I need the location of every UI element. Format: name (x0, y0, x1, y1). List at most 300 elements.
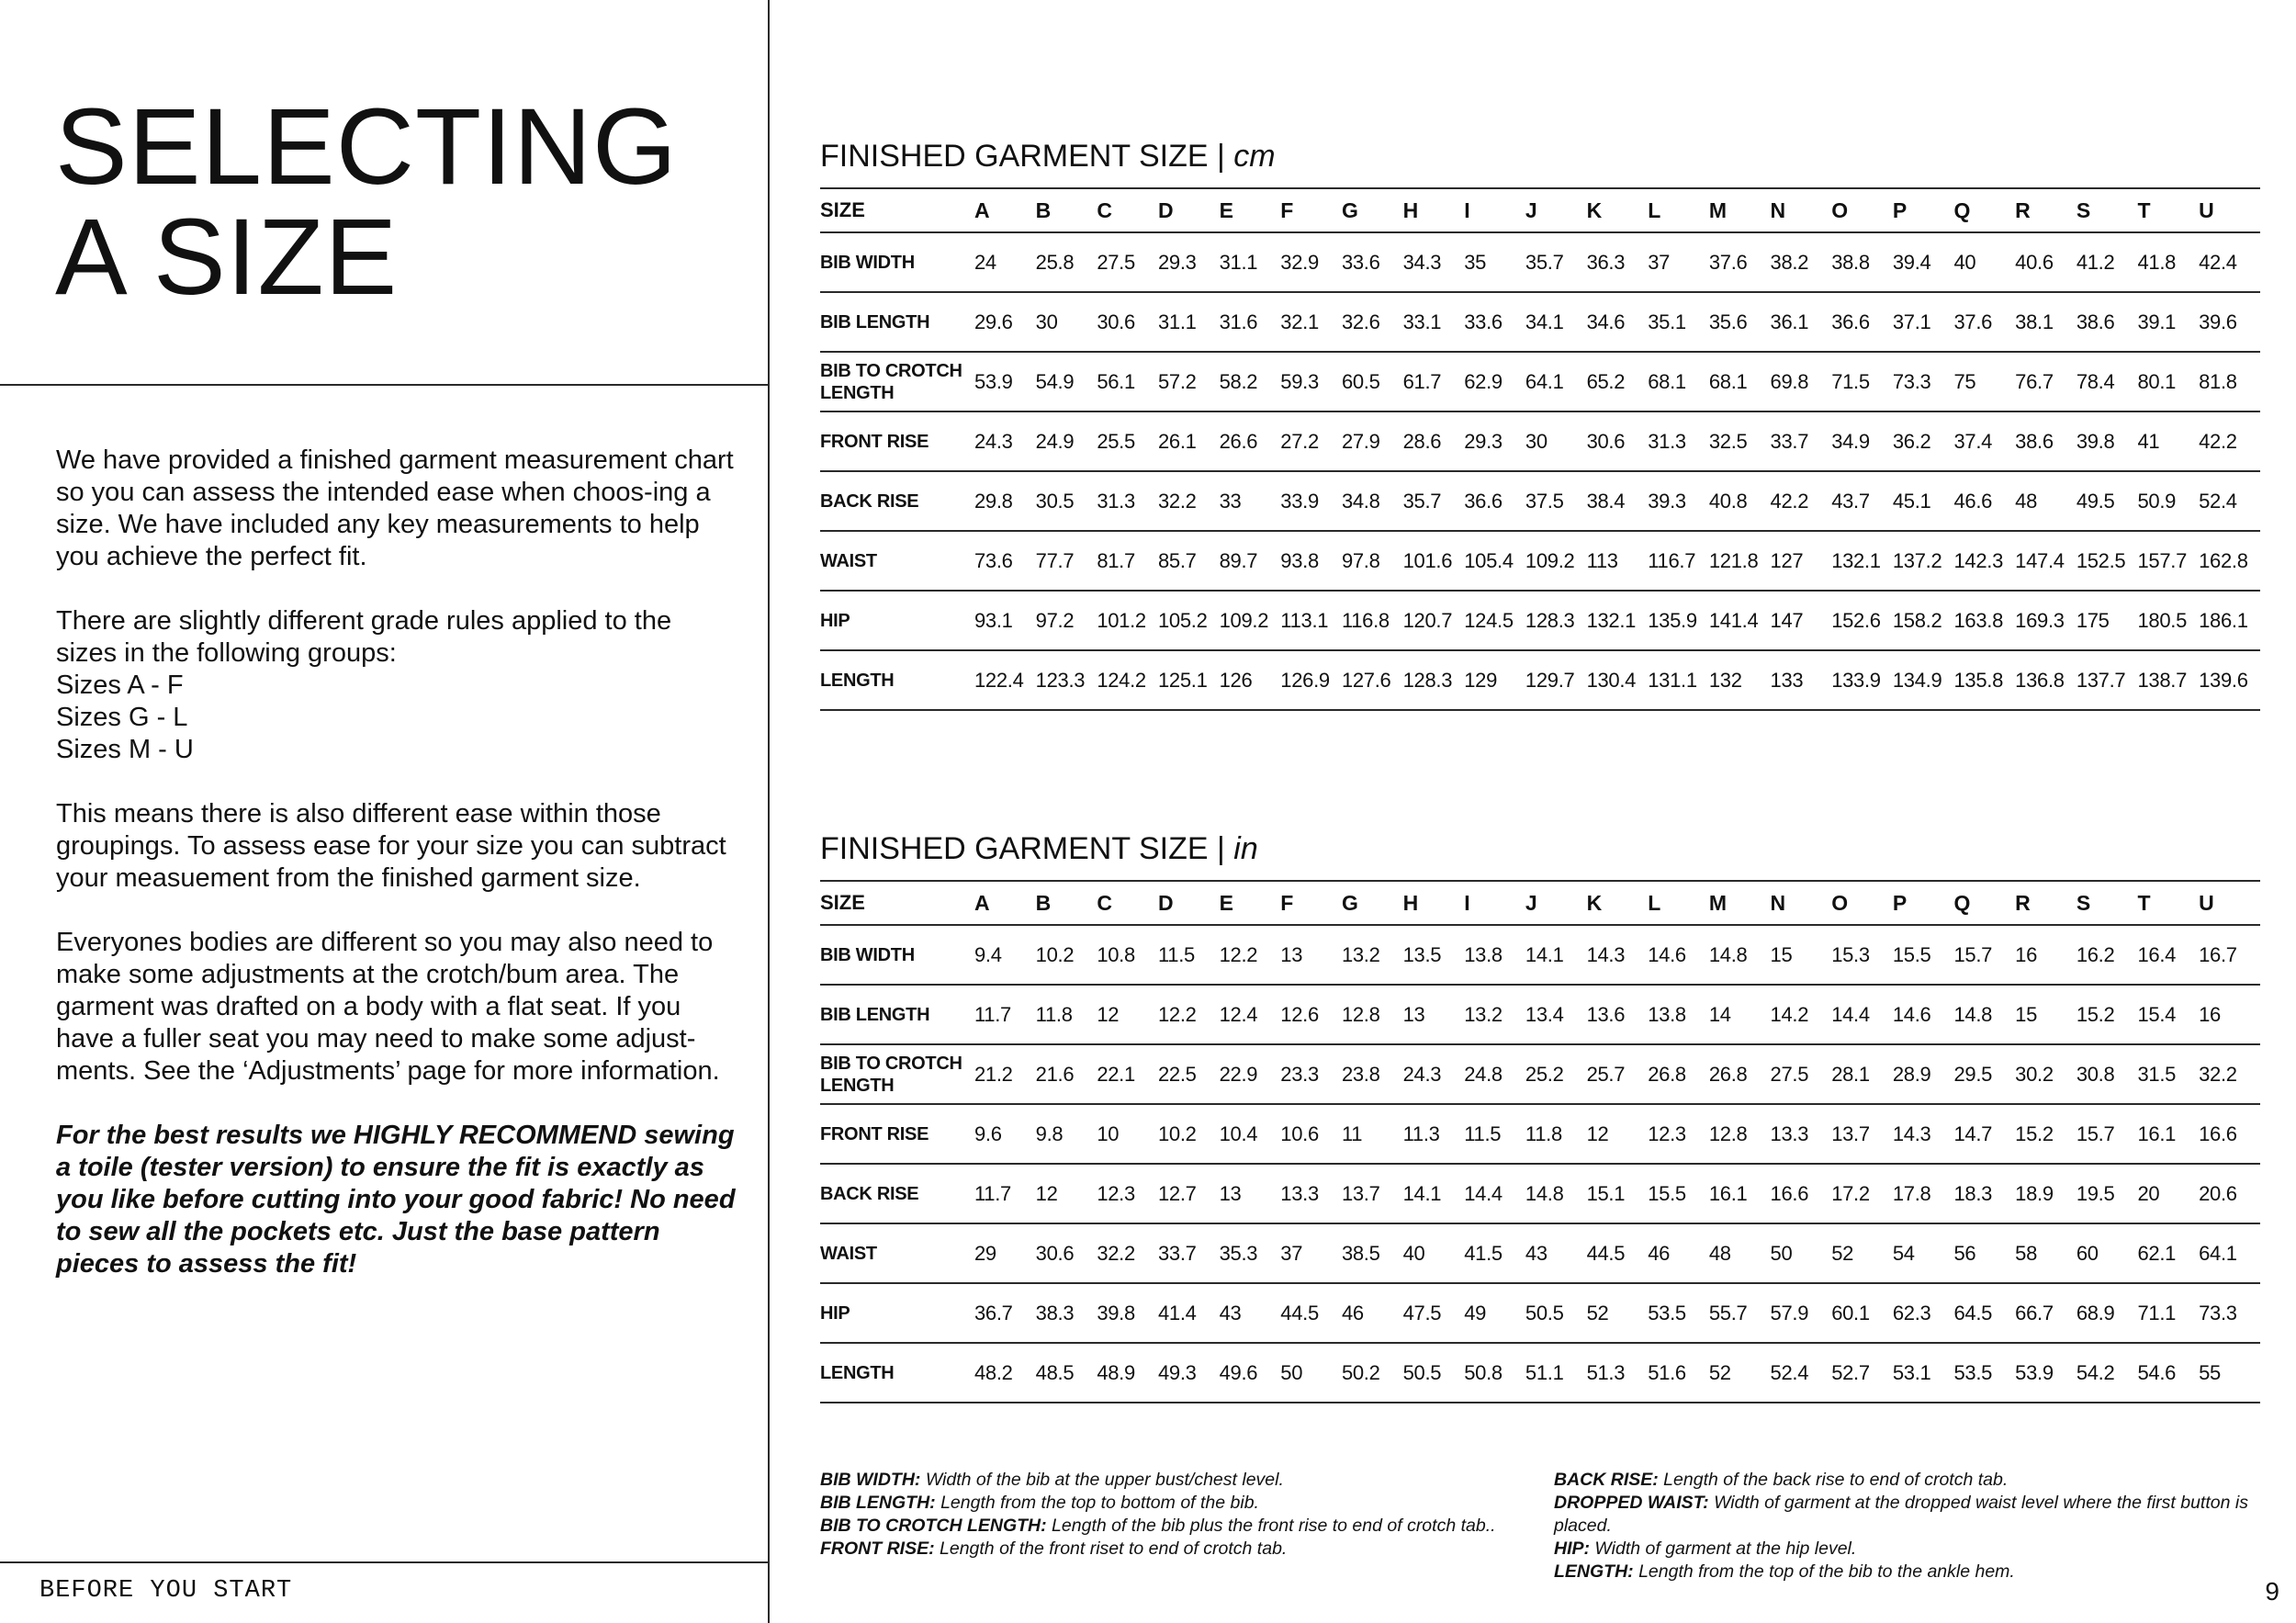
table-cell: 37.6 (1708, 250, 1748, 274)
table-cell: 48.5 (1035, 1360, 1075, 1384)
size-column-header: B (1035, 197, 1052, 222)
table-cell: 31.6 (1219, 310, 1258, 333)
table-cell: 58.2 (1219, 369, 1258, 393)
definition-bib-to-crotch (820, 1515, 1546, 1538)
table-cell: 13.3 (1770, 1121, 1809, 1145)
table-cell: 68.9 (2076, 1301, 2115, 1324)
page-number: 9 (2265, 1577, 2279, 1606)
table-cell: 12.8 (1341, 1002, 1380, 1026)
table-cell: 14.8 (1708, 942, 1748, 966)
table-cell: 49 (1464, 1301, 1487, 1324)
header-size-label: SIZE (820, 198, 865, 221)
table-cell: 36.6 (1831, 310, 1870, 333)
table-cell: 39.8 (1097, 1301, 1135, 1324)
table-cell: 101.6 (1402, 548, 1453, 572)
size-column-header: N (1770, 197, 1786, 222)
definition-desc: Length from the top to bottom of the bib. (935, 1493, 1259, 1513)
table-cell: 35.6 (1708, 310, 1748, 333)
table-cell: 51.1 (1525, 1360, 1564, 1384)
table-cell: 132 (1708, 668, 1742, 692)
table-cell: 36.2 (1892, 429, 1931, 453)
table-cell: 29.3 (1157, 250, 1197, 274)
table-cell: 61.7 (1402, 369, 1442, 393)
table-cell: 45.1 (1892, 489, 1931, 513)
table-row (820, 1283, 2260, 1343)
size-column-header: Q (1953, 890, 1971, 915)
table-cell: 50 (1770, 1241, 1793, 1265)
table-cell: 134.9 (1892, 668, 1942, 692)
table-cell: 128.3 (1525, 608, 1575, 632)
table-cell: 71.1 (2137, 1301, 2177, 1324)
intro-paragraph-1: We have provided a finished garment measurement chart so you can assess the intended ease when choos-ing a size. We have included any key measurements to help you achieve the perfect fit. (56, 445, 734, 571)
row-label: HIP (820, 610, 850, 631)
table-cell: 15.4 (2137, 1002, 2177, 1026)
table-cell: 50 (1280, 1360, 1303, 1384)
table-cell: 41 (2137, 429, 2160, 453)
table-cell: 14.1 (1402, 1181, 1442, 1205)
size-column-header: H (1402, 890, 1419, 915)
table-cell: 124.2 (1097, 668, 1146, 692)
size-table (820, 880, 2260, 1403)
table-cell: 32.6 (1341, 310, 1380, 333)
table-cell: 31.5 (2137, 1062, 2177, 1086)
table-cell: 15 (2015, 1002, 2038, 1026)
table-cell: 16.7 (2199, 942, 2237, 966)
table-cell: 81.8 (2199, 369, 2237, 393)
table-cell: 71.5 (1831, 369, 1870, 393)
table-cell: 30.6 (1586, 429, 1626, 453)
row-label: FRONT RISE (820, 1123, 929, 1144)
table-cell: 48.9 (1097, 1360, 1135, 1384)
row-label: BIB TO CROTCH LENGTH (820, 360, 962, 403)
table-cell: 52.4 (2199, 489, 2237, 513)
table-cell: 33.7 (1770, 429, 1809, 453)
table-cell: 126.9 (1280, 668, 1330, 692)
size-column-header: C (1097, 890, 1112, 915)
table-cell: 43.7 (1831, 489, 1870, 513)
table-cell: 124.5 (1464, 608, 1514, 632)
definition-term: BIB TO CROTCH LENGTH: (820, 1516, 1047, 1536)
size-table-cm (820, 138, 2248, 711)
table-cell: 25.7 (1586, 1062, 1626, 1086)
table-cell: 68.1 (1648, 369, 1686, 393)
table-row (820, 1343, 2260, 1403)
table-cell: 97.8 (1341, 548, 1380, 572)
table-cell: 66.7 (2015, 1301, 2054, 1324)
table-cell: 64.1 (1525, 369, 1564, 393)
intro-paragraph-3: This means there is also different ease within those groupings. To assess ease for your size you can subtract your measuement from the finished garment size. (56, 799, 726, 893)
definition-desc: Length of the bib plus the front rise to end of crotch tab.. (1046, 1516, 1496, 1536)
table-cell: 22.9 (1219, 1062, 1258, 1086)
table-cell: 135.8 (1953, 668, 2004, 692)
size-group-1: Sizes A - F (56, 671, 184, 700)
table-cell: 175 (2076, 608, 2110, 632)
table-cell: 38.6 (2015, 429, 2054, 453)
table-cell: 15.7 (2076, 1121, 2115, 1145)
table-cell: 26.8 (1708, 1062, 1748, 1086)
table-cell: 24.3 (974, 429, 1013, 453)
table-cell: 24 (974, 250, 996, 274)
table-cell: 131.1 (1648, 668, 1697, 692)
table-cell: 36.7 (974, 1301, 1013, 1324)
table-cell: 53.9 (2015, 1360, 2054, 1384)
table-cell: 35.7 (1525, 250, 1564, 274)
table-cell: 24.3 (1402, 1062, 1442, 1086)
definitions-left (820, 1469, 1546, 1561)
table-cell: 32.2 (2199, 1062, 2237, 1086)
page-title (55, 86, 678, 318)
vertical-divider (768, 0, 770, 1623)
definition-term: BIB LENGTH: (820, 1493, 936, 1513)
table-cell: 40 (1402, 1241, 1425, 1265)
table-cell: 41.2 (2076, 250, 2115, 274)
table-cell: 16.4 (2137, 942, 2177, 966)
table-cell: 19.5 (2076, 1181, 2115, 1205)
size-column-header: O (1831, 890, 1849, 915)
table-cell: 42.2 (2199, 429, 2237, 453)
table-cell: 169.3 (2015, 608, 2065, 632)
definition-bib-length (820, 1492, 1546, 1515)
table-cell: 30 (1525, 429, 1548, 453)
size-column-header: Q (1953, 197, 1971, 222)
table-cell: 24.8 (1464, 1062, 1503, 1086)
table-cell: 16.1 (1708, 1181, 1748, 1205)
table-cell: 28.6 (1402, 429, 1442, 453)
table-row (820, 985, 2260, 1044)
table-cell: 58 (2015, 1241, 2038, 1265)
table-cell: 16 (2015, 942, 2038, 966)
row-label: HIP (820, 1302, 850, 1324)
header-size-label: SIZE (820, 891, 865, 914)
table-cell: 48 (2015, 489, 2038, 513)
table-cell: 33 (1219, 489, 1242, 513)
table-cell: 16.1 (2137, 1121, 2177, 1145)
page-title-line-1: SELECTING (55, 86, 678, 208)
table-cell: 54.9 (1035, 369, 1075, 393)
table-cell: 29.3 (1464, 429, 1503, 453)
table-cell: 109.2 (1525, 548, 1575, 572)
table-cell: 40 (1953, 250, 1976, 274)
table-cell: 14 (1708, 1002, 1731, 1026)
table-cell: 53.9 (974, 369, 1013, 393)
table-cell: 34.3 (1402, 250, 1442, 274)
table-cell: 39.4 (1892, 250, 1931, 274)
table-cell: 33.1 (1402, 310, 1442, 333)
table-cell: 85.7 (1157, 548, 1197, 572)
size-column-header: P (1892, 197, 1908, 222)
table-cell: 38.2 (1770, 250, 1809, 274)
table-cell: 13 (1280, 942, 1303, 966)
table-cell: 77.7 (1035, 548, 1075, 572)
table-unit: cm (1233, 139, 1276, 174)
table-cell: 152.5 (2076, 548, 2126, 572)
table-cell: 81.7 (1097, 548, 1135, 572)
table-cell: 132.1 (1586, 608, 1637, 632)
table-cell: 15.5 (1648, 1181, 1686, 1205)
table-cell: 37.1 (1892, 310, 1931, 333)
size-column-header: T (2137, 890, 2151, 915)
table-cell: 20 (2137, 1181, 2160, 1205)
table-cell: 10.2 (1157, 1121, 1197, 1145)
table-cell: 22.1 (1097, 1062, 1135, 1086)
size-column-header: J (1525, 197, 1537, 222)
table-cell: 29.8 (974, 489, 1013, 513)
table-cell: 31.1 (1219, 250, 1258, 274)
table-cell: 21.6 (1035, 1062, 1075, 1086)
table-cell: 28.1 (1831, 1062, 1870, 1086)
table-cell: 12 (1586, 1121, 1609, 1145)
table-cell: 39.1 (2137, 310, 2177, 333)
definition-term: DROPPED WAIST: (1554, 1493, 1709, 1513)
table-cell: 125.1 (1157, 668, 1208, 692)
table-cell: 31.3 (1097, 489, 1135, 513)
table-cell: 30.8 (2076, 1062, 2115, 1086)
table-cell: 56 (1953, 1241, 1976, 1265)
table-cell: 11.5 (1157, 942, 1195, 966)
table-cell: 34.6 (1586, 310, 1626, 333)
table-cell: 65.2 (1586, 369, 1626, 393)
table-cell: 12.7 (1157, 1181, 1197, 1205)
table-row (820, 650, 2260, 710)
table-cell: 11.7 (974, 1002, 1011, 1026)
table-cell: 162.8 (2199, 548, 2248, 572)
table-cell: 12.3 (1648, 1121, 1686, 1145)
table-cell: 26.6 (1219, 429, 1258, 453)
table-cell: 31.1 (1157, 310, 1197, 333)
table-cell: 27.2 (1280, 429, 1319, 453)
size-column-header: K (1586, 890, 1603, 915)
table-cell: 41.4 (1157, 1301, 1197, 1324)
size-column-header: U (2199, 197, 2214, 222)
table-cell: 133.9 (1831, 668, 1881, 692)
table-cell: 44.5 (1280, 1301, 1319, 1324)
table-cell: 36.1 (1770, 310, 1809, 333)
table-cell: 11.7 (974, 1181, 1011, 1205)
table-cell: 10.2 (1035, 942, 1075, 966)
table-cell: 34.8 (1341, 489, 1380, 513)
table-cell: 123.3 (1035, 668, 1086, 692)
table-cell: 13.4 (1525, 1002, 1564, 1026)
grade-rules-intro: There are slightly different grade rules applied to the sizes in the following groups: (56, 606, 672, 668)
intro-text (56, 445, 736, 1313)
table-cell: 54.6 (2137, 1360, 2177, 1384)
table-cell: 120.7 (1402, 608, 1453, 632)
size-column-header: G (1341, 890, 1358, 915)
table-cell: 21.2 (974, 1062, 1013, 1086)
table-cell: 51.6 (1648, 1360, 1686, 1384)
table-cell: 105.4 (1464, 548, 1514, 572)
table-cell: 32.5 (1708, 429, 1748, 453)
size-column-header: G (1341, 197, 1358, 222)
table-cell: 93.1 (974, 608, 1013, 632)
table-cell: 48 (1708, 1241, 1731, 1265)
table-cell: 54 (1892, 1241, 1915, 1265)
table-cell: 13.8 (1464, 942, 1503, 966)
table-cell: 11.8 (1035, 1002, 1073, 1026)
size-column-header: C (1097, 197, 1112, 222)
row-label: BIB LENGTH (820, 311, 930, 332)
table-cell: 34.1 (1525, 310, 1564, 333)
table-cell: 50.5 (1402, 1360, 1442, 1384)
table-cell: 136.8 (2015, 668, 2065, 692)
table-row (820, 292, 2260, 352)
table-cell: 35.7 (1402, 489, 1442, 513)
definition-desc: Length of the back rise to end of crotch tab. (1658, 1470, 2009, 1490)
table-cell: 36.6 (1464, 489, 1503, 513)
table-row (820, 1104, 2260, 1164)
table-cell: 12.4 (1219, 1002, 1258, 1026)
row-label: BIB LENGTH (820, 1004, 930, 1025)
table-cell: 152.6 (1831, 608, 1881, 632)
table-cell: 105.2 (1157, 608, 1208, 632)
size-column-header: K (1586, 197, 1603, 222)
table-cell: 14.3 (1586, 942, 1626, 966)
table-cell: 38.3 (1035, 1301, 1075, 1324)
table-cell: 32.1 (1280, 310, 1319, 333)
table-cell: 35 (1464, 250, 1487, 274)
table-cell: 14.6 (1892, 1002, 1931, 1026)
size-column-header: M (1708, 890, 1728, 915)
table-cell: 30.5 (1035, 489, 1075, 513)
table-cell: 64.1 (2199, 1241, 2237, 1265)
table-cell: 15.5 (1892, 942, 1931, 966)
table-cell: 35.1 (1648, 310, 1686, 333)
table-title (820, 138, 2242, 175)
table-cell: 13 (1219, 1181, 1242, 1205)
table-cell: 113 (1586, 548, 1618, 572)
table-cell: 14.3 (1892, 1121, 1931, 1145)
table-cell: 12 (1097, 1002, 1120, 1026)
table-cell: 14.1 (1525, 942, 1564, 966)
table-cell: 52.7 (1831, 1360, 1870, 1384)
table-cell: 36.3 (1586, 250, 1626, 274)
table-cell: 38.1 (2015, 310, 2054, 333)
section-footer: BEFORE YOU START (39, 1577, 293, 1605)
table-cell: 13.3 (1280, 1181, 1319, 1205)
table-cell: 116.8 (1341, 608, 1390, 632)
table-cell: 15.3 (1831, 942, 1870, 966)
table-header-row (820, 188, 2260, 232)
table-cell: 37 (1280, 1241, 1303, 1265)
table-cell: 29.6 (974, 310, 1013, 333)
table-cell: 25.5 (1097, 429, 1135, 453)
table-cell: 43 (1525, 1241, 1548, 1265)
table-cell: 43 (1219, 1301, 1242, 1324)
table-cell: 50.9 (2137, 489, 2177, 513)
table-cell: 29.5 (1953, 1062, 1993, 1086)
table-cell: 53.5 (1648, 1301, 1686, 1324)
table-cell: 52 (1708, 1360, 1731, 1384)
table-cell: 49.3 (1157, 1360, 1197, 1384)
table-cell: 10.6 (1280, 1121, 1319, 1145)
table-cell: 55.7 (1708, 1301, 1748, 1324)
table-cell: 64.5 (1953, 1301, 1993, 1324)
table-cell: 52.4 (1770, 1360, 1809, 1384)
table-cell: 44.5 (1586, 1241, 1626, 1265)
table-cell: 13.7 (1341, 1181, 1380, 1205)
table-cell: 73.3 (2199, 1301, 2237, 1324)
definition-term: LENGTH: (1554, 1561, 1634, 1582)
size-column-header: S (2076, 890, 2091, 915)
table-cell: 157.7 (2137, 548, 2188, 572)
table-cell: 56.1 (1097, 369, 1135, 393)
table-cell: 10.8 (1097, 942, 1135, 966)
table-cell: 12.2 (1157, 1002, 1197, 1026)
table-cell: 52 (1586, 1301, 1609, 1324)
table-cell: 25.8 (1035, 250, 1075, 274)
size-column-header: I (1464, 197, 1470, 222)
table-cell: 11.3 (1402, 1121, 1440, 1145)
table-cell: 51.3 (1586, 1360, 1626, 1384)
definition-desc: Length from the top of the bib to the ankle hem. (1633, 1561, 2015, 1582)
table-cell: 13.7 (1831, 1121, 1870, 1145)
size-column-header: D (1157, 197, 1174, 222)
table-row (820, 1164, 2260, 1223)
table-cell: 32.9 (1280, 250, 1319, 274)
definition-front-rise (820, 1538, 1546, 1561)
definition-term: BIB WIDTH: (820, 1470, 921, 1490)
size-table (820, 187, 2260, 711)
table-cell: 60 (2076, 1241, 2099, 1265)
table-cell: 48.2 (974, 1360, 1013, 1384)
table-cell: 12.2 (1219, 942, 1258, 966)
table-cell: 50.8 (1464, 1360, 1503, 1384)
table-title-text: FINISHED GARMENT SIZE | (820, 831, 1234, 866)
table-cell: 12.8 (1708, 1121, 1748, 1145)
table-cell: 50.5 (1525, 1301, 1564, 1324)
definition-desc: Length of the front riset to end of crotch tab. (934, 1538, 1288, 1559)
table-cell: 34.9 (1831, 429, 1870, 453)
row-label: BIB WIDTH (820, 944, 915, 965)
table-cell: 13.5 (1402, 942, 1442, 966)
table-cell: 33.7 (1157, 1241, 1197, 1265)
size-group-3: Sizes M - U (56, 735, 194, 764)
table-cell: 23.3 (1280, 1062, 1319, 1086)
table-cell: 101.2 (1097, 608, 1146, 632)
definitions-right (1554, 1469, 2252, 1584)
table-cell: 39.8 (2076, 429, 2115, 453)
table-cell: 55 (2199, 1360, 2221, 1384)
table-cell: 54.2 (2076, 1360, 2115, 1384)
table-cell: 60.5 (1341, 369, 1380, 393)
table-cell: 31.3 (1648, 429, 1686, 453)
table-cell: 62.1 (2137, 1241, 2177, 1265)
table-cell: 52 (1831, 1241, 1854, 1265)
table-cell: 25.2 (1525, 1062, 1564, 1086)
table-cell: 73.3 (1892, 369, 1931, 393)
table-cell: 9.8 (1035, 1121, 1064, 1145)
table-cell: 10 (1097, 1121, 1120, 1145)
table-cell: 37.4 (1953, 429, 1993, 453)
table-cell: 50.2 (1341, 1360, 1380, 1384)
table-cell: 68.1 (1708, 369, 1748, 393)
table-cell: 93.8 (1280, 548, 1319, 572)
definition-term: HIP: (1554, 1538, 1590, 1559)
table-row (820, 471, 2260, 531)
table-cell: 9.6 (974, 1121, 1002, 1145)
table-cell: 15.2 (2015, 1121, 2054, 1145)
table-cell: 14.4 (1464, 1181, 1503, 1205)
table-cell: 49.5 (2076, 489, 2115, 513)
definition-back-rise (1554, 1469, 2252, 1492)
size-column-header: J (1525, 890, 1537, 915)
table-cell: 18.9 (2015, 1181, 2054, 1205)
table-cell: 12 (1035, 1181, 1058, 1205)
table-cell: 47.5 (1402, 1301, 1442, 1324)
table-cell: 37.5 (1525, 489, 1564, 513)
table-cell: 13 (1402, 1002, 1425, 1026)
size-column-header: R (2015, 197, 2031, 222)
